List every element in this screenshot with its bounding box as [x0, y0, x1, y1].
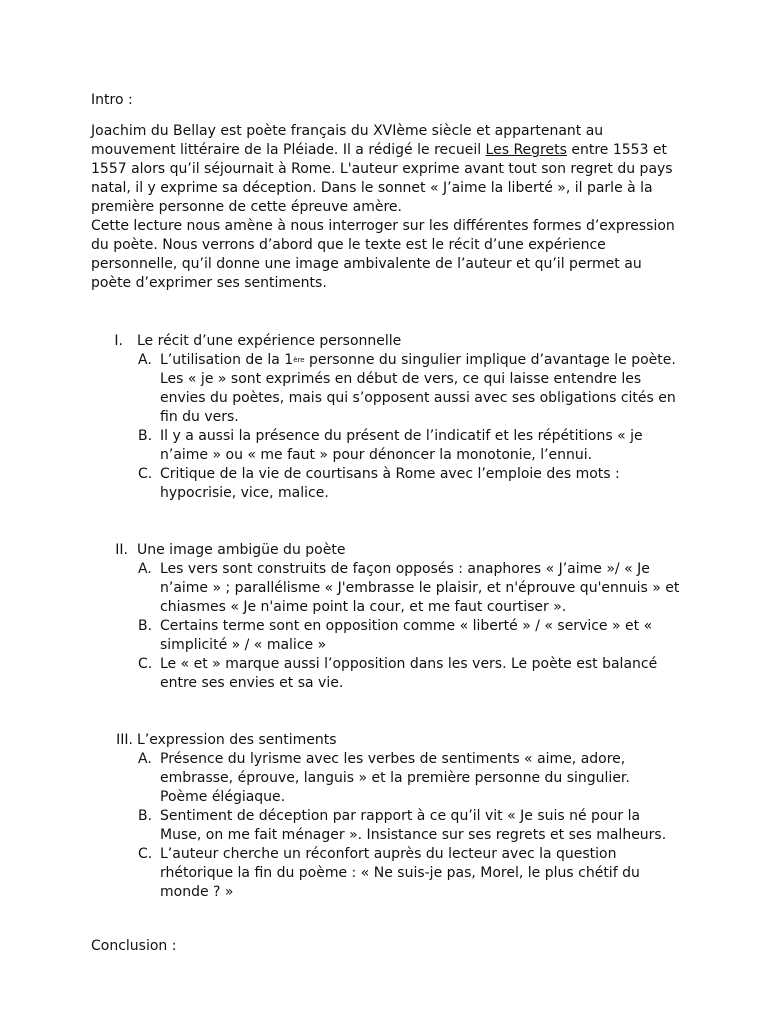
- item-letter: A.: [138, 751, 152, 767]
- intro-paragraph: [91, 122, 681, 293]
- section-title: L’expression des sentiments: [137, 732, 337, 748]
- item-letter: C.: [138, 846, 153, 862]
- item-text: Certains terme sont en opposition comme « liberté » / « service » et « simplicité » / « malice »: [160, 618, 653, 653]
- section-title: Une image ambigüe du poète: [137, 542, 346, 558]
- intro-paragraph-1: [91, 122, 681, 217]
- intro-heading: Intro :: [91, 92, 133, 108]
- item-text: Critique de la vie de courtisans à Rome avec l’emploie des mots : hypocrisie, vice, malice.: [160, 466, 620, 501]
- item-letter: A.: [138, 352, 152, 368]
- item-letter: A.: [138, 561, 152, 577]
- section-number: III.: [116, 732, 133, 748]
- item-text: [160, 351, 680, 427]
- item-text: Présence du lyrisme avec les verbes de sentiments « aime, adore, embrasse, éprouve, languis » et la première personne du singulier. Poème élégiaque.: [160, 751, 630, 805]
- item-text: Sentiment de déception par rapport à ce qu’il vit « Je suis né pour la Muse, on me fait ménager ». Insistance sur ses regrets et ses malheurs.: [160, 808, 667, 843]
- section-number: II.: [115, 542, 128, 558]
- intro-text-pre: Joachim du Bellay est poète français du XVIème siècle et appartenant au mouvement littéraire de la Pléiade. Il a rédigé le recueil: [91, 123, 604, 158]
- superscript: ère: [293, 356, 305, 364]
- item-text-pre: L’utilisation de la 1: [160, 352, 294, 368]
- section-title: Le récit d’une expérience personnelle: [137, 333, 402, 349]
- conclusion-heading: Conclusion :: [91, 938, 177, 954]
- section-number: I.: [114, 333, 123, 349]
- item-text: Il y a aussi la présence du présent de l’indicatif et les répétitions « je n’aime » ou « me faut » pour dénoncer la monotonie, l’ennui.: [160, 428, 643, 463]
- item-text: Les vers sont construits de façon opposés : anaphores « J’aime »/ « Je n’aime » ; parallélisme « J'embrasse le plaisir, et n'éprouve qu'ennuis » et chiasmes « Je n'aime point la cour, et me faut courtiser ».: [160, 561, 680, 615]
- item-letter: C.: [138, 466, 153, 482]
- item-letter: B.: [138, 618, 153, 634]
- book-title: Les Regrets: [485, 142, 567, 158]
- item-letter: C.: [138, 656, 153, 672]
- intro-text-post: entre 1553 et 1557 alors qu’il séjournait à Rome. L'auteur exprime avant tout son regret du pays natal, il y exprime sa déception. Dans le sonnet « J’aime la liberté », il parle à la première personne de cette épreuve amère.: [91, 142, 673, 215]
- intro-paragraph-2: Cette lecture nous amène à nous interroger sur les différentes formes d’expression du poète. Nous verrons d’abord que le texte est le récit d’une expérience personnelle, qu’il donne une image ambivalente de l’auteur et qu’il permet au poète d’exprimer ses sentiments.: [91, 218, 675, 291]
- item-text-post: personne du singulier implique d’avantage le poète. Les « je » sont exprimés en début de vers, ce qui laisse entendre les envies du poètes, mais qui s’opposent aussi avec ses obligations cités en fin du vers.: [160, 352, 676, 425]
- item-letter: B.: [138, 428, 153, 444]
- item-text: L’auteur cherche un réconfort auprès du lecteur avec la question rhétorique la fin du poème : « Ne suis-je pas, Morel, le plus chétif du monde ? »: [160, 846, 640, 900]
- item-text: Le « et » marque aussi l’opposition dans les vers. Le poète est balancé entre ses envies et sa vie.: [160, 656, 658, 691]
- item-letter: B.: [138, 808, 153, 824]
